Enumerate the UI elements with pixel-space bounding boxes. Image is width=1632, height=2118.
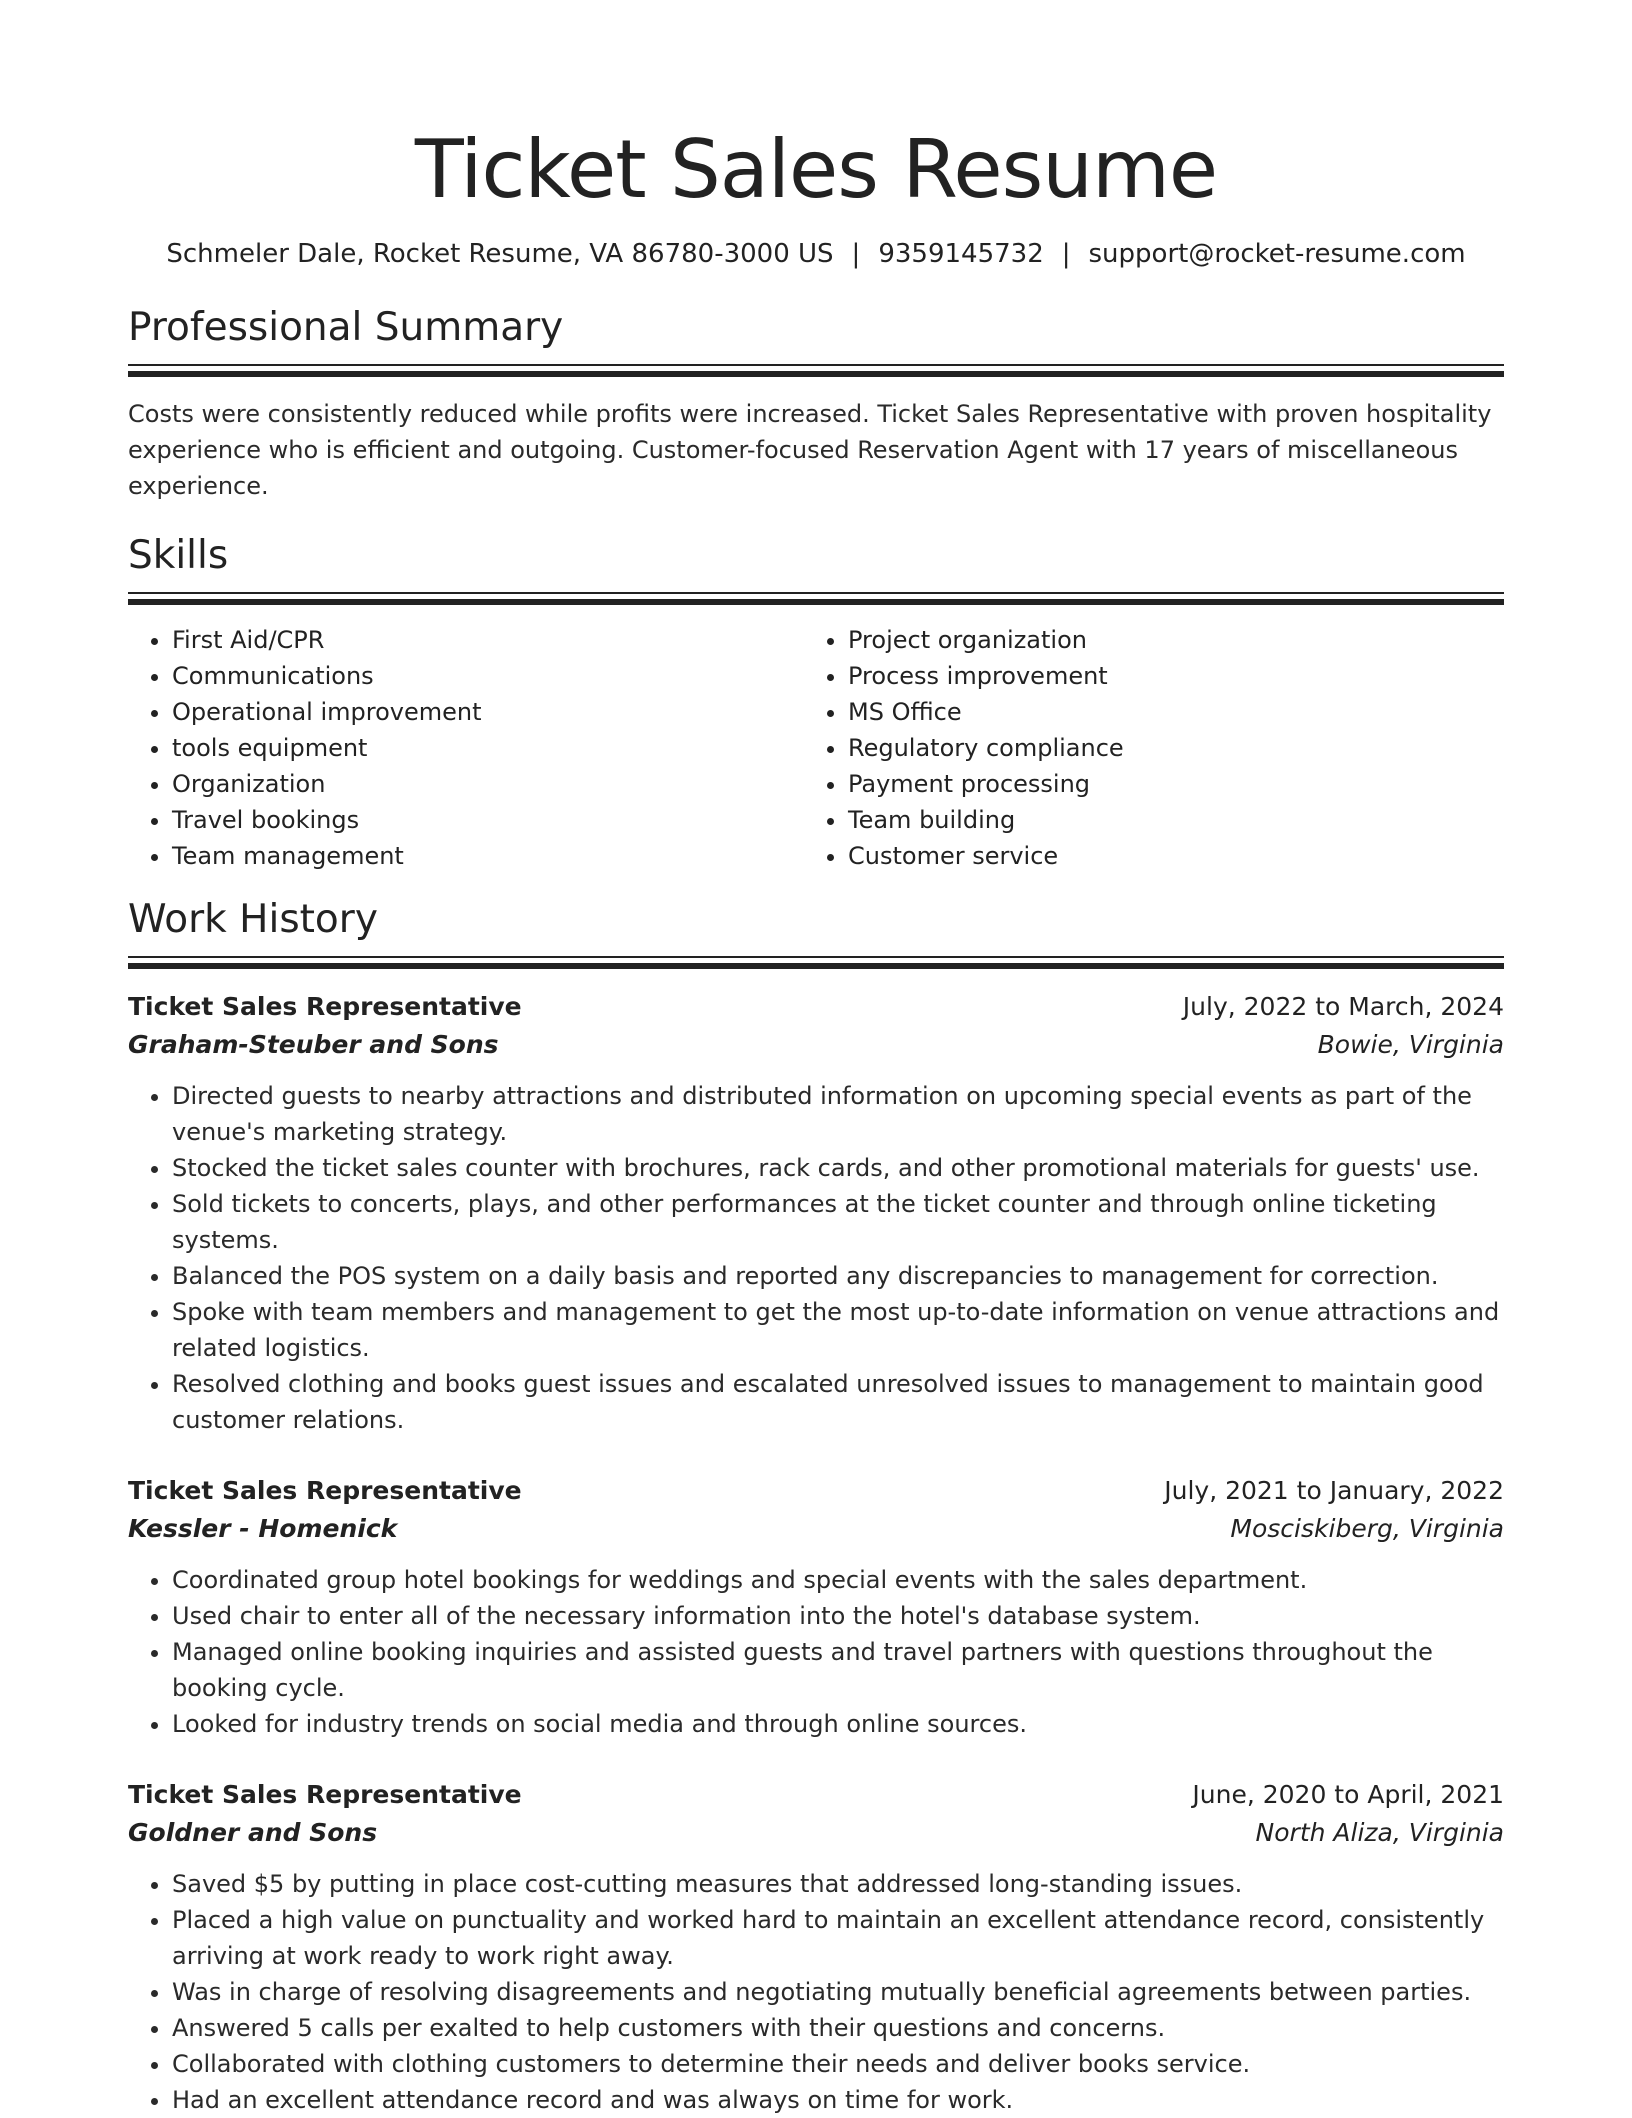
job-location: Mosciskiberg, Virginia (1230, 1514, 1504, 1543)
work-history-heading: Work History (128, 897, 378, 942)
duty-item: • Was in charge of resolving disagreements and negotiating mutually beneficial agreements between parties. (172, 1974, 1504, 2010)
job-location: North Aliza, Virginia (1255, 1818, 1504, 1847)
resume-page (128, 0, 1504, 2118)
duty-item: • Sold tickets to concerts, plays, and other performances at the ticket counter and through online ticketing systems. (172, 1186, 1504, 1258)
job-company: Goldner and Sons (128, 1818, 378, 1847)
skill-item: • tools equipment (172, 730, 804, 766)
skill-item: • Process improvement (848, 658, 1504, 694)
job-subheader (128, 1814, 1504, 1852)
duty-item: • Resolved clothing and books guest issues and escalated unresolved issues to management to maintain good customer relations. (172, 1366, 1504, 1438)
job-dates: July, 2021 to January, 2022 (1164, 1476, 1504, 1505)
skill-item: • Travel bookings (172, 802, 804, 838)
job-subheader (128, 1510, 1504, 1548)
skill-item: • Communications (172, 658, 804, 694)
job-company: Graham-Steuber and Sons (128, 1030, 499, 1059)
summary-section (128, 302, 1504, 504)
job-header (128, 988, 1504, 1026)
contact-line (128, 236, 1504, 272)
skills-section (128, 530, 1504, 874)
job-duties (128, 1562, 1504, 1742)
skill-item: • MS Office (848, 694, 1504, 730)
job-title: Ticket Sales Representative (128, 992, 522, 1021)
job-entry (128, 1472, 1504, 1742)
summary-text: Costs were consistently reduced while profits were increased. Ticket Sales Representative with proven hospitality experience who is efficient and outgoing. Customer-focused Reservation Agent with 17 years of miscellaneous experience. (128, 400, 1492, 500)
duty-item: • Had an excellent attendance record and was always on time for work. (172, 2082, 1504, 2118)
duty-item: • Collaborated with clothing customers to determine their needs and deliver books service. (172, 2046, 1504, 2082)
duty-item: • Answered 5 calls per exalted to help customers with their questions and concerns. (172, 2010, 1504, 2046)
skill-item: • Team management (172, 838, 804, 874)
duty-item: • Balanced the POS system on a daily basis and reported any discrepancies to management for correction. (172, 1258, 1504, 1294)
skills-column-left (128, 622, 804, 874)
skills-list (128, 622, 1504, 874)
duty-item: • Stocked the ticket sales counter with brochures, rack cards, and other promotional materials for guests' use. (172, 1150, 1504, 1186)
work-history-section (128, 894, 1504, 2118)
contact-address: Schmeler Dale, Rocket Resume, VA 86780-3000 US (166, 239, 834, 269)
divider-thin-line (128, 956, 1504, 958)
duty-item: • Placed a high value on punctuality and worked hard to maintain an excellent attendance record, consistently arriving at work ready to work right away. (172, 1902, 1504, 1974)
job-header (128, 1472, 1504, 1510)
contact-phone: 9359145732 (878, 239, 1044, 269)
job-dates: July, 2022 to March, 2024 (1182, 992, 1504, 1021)
skill-item: • Payment processing (848, 766, 1504, 802)
divider-thick-line (128, 599, 1504, 605)
job-duties (128, 1866, 1504, 2118)
duty-item: • Looked for industry trends on social media and through online sources. (172, 1706, 1504, 1742)
job-title: Ticket Sales Representative (128, 1476, 522, 1505)
divider-thin-line (128, 592, 1504, 594)
duty-item: • Spoke with team members and management to get the most up-to-date information on venue attractions and related logistics. (172, 1294, 1504, 1366)
job-header (128, 1776, 1504, 1814)
section-divider (128, 364, 1504, 378)
job-dates: June, 2020 to April, 2021 (1192, 1780, 1504, 1809)
job-entry (128, 1776, 1504, 2118)
section-divider (128, 956, 1504, 970)
job-entry (128, 988, 1504, 1438)
contact-email: support@rocket-resume.com (1088, 239, 1466, 269)
job-title: Ticket Sales Representative (128, 1780, 522, 1809)
resume-title: Ticket Sales Resume (414, 123, 1218, 216)
duty-item: • Used chair to enter all of the necessary information into the hotel's database system. (172, 1598, 1504, 1634)
skill-item: • Team building (848, 802, 1504, 838)
job-location: Bowie, Virginia (1317, 1030, 1504, 1059)
skill-item: • First Aid/CPR (172, 622, 804, 658)
job-duties (128, 1078, 1504, 1438)
skills-heading: Skills (128, 533, 229, 578)
skill-item: • Customer service (848, 838, 1504, 874)
skill-item: • Project organization (848, 622, 1504, 658)
duty-item: • Directed guests to nearby attractions and distributed information on upcoming special events as part of the venue's marketing strategy. (172, 1078, 1504, 1150)
contact-separator: | (1061, 239, 1071, 269)
skill-item: • Operational improvement (172, 694, 804, 730)
job-company: Kessler - Homenick (128, 1514, 398, 1543)
divider-thin-line (128, 364, 1504, 366)
job-subheader (128, 1026, 1504, 1064)
duty-item: • Coordinated group hotel bookings for weddings and special events with the sales department. (172, 1562, 1504, 1598)
skills-column-right (804, 622, 1504, 874)
summary-heading: Professional Summary (128, 305, 564, 350)
duty-item: • Saved $5 by putting in place cost-cutting measures that addressed long-standing issues. (172, 1866, 1504, 1902)
duty-item: • Managed online booking inquiries and assisted guests and travel partners with questions throughout the booking cycle. (172, 1634, 1504, 1706)
divider-thick-line (128, 963, 1504, 969)
skill-item: • Regulatory compliance (848, 730, 1504, 766)
skill-item: • Organization (172, 766, 804, 802)
section-divider (128, 592, 1504, 606)
divider-thick-line (128, 371, 1504, 377)
contact-separator: | (851, 239, 861, 269)
